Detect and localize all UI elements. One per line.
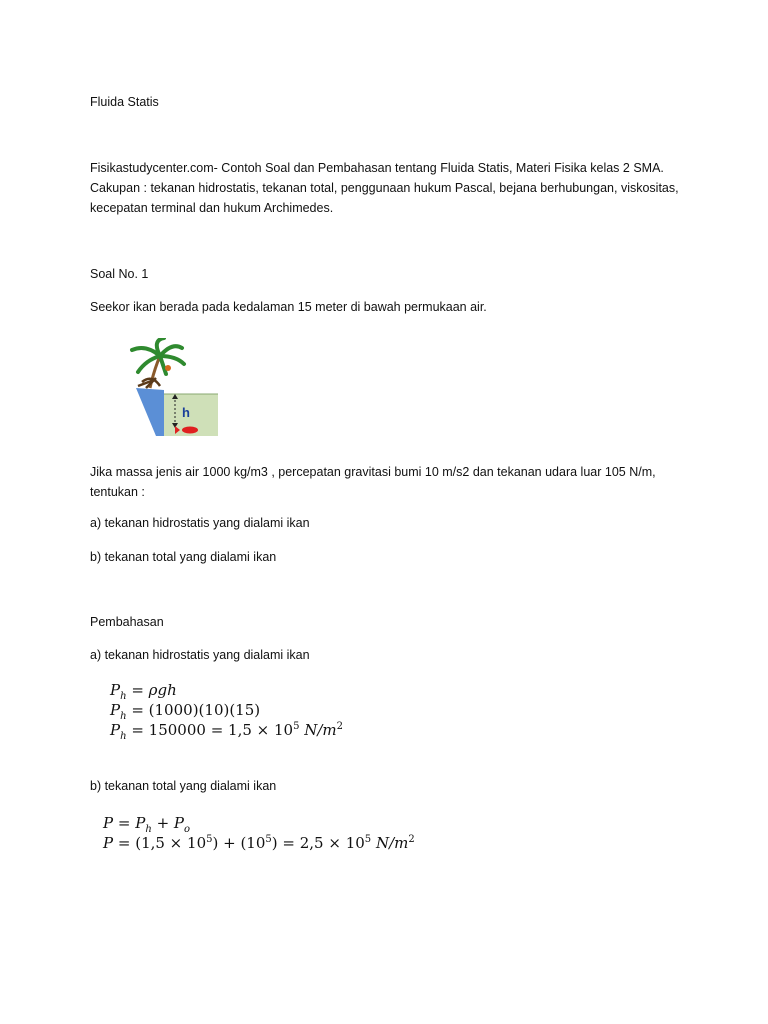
fish-depth-illustration: [124, 338, 220, 440]
palm-roots: [138, 378, 160, 388]
palm-leaves: [132, 338, 184, 374]
sloped-shore-water: [136, 388, 164, 436]
equation-b-line-2: $P = (1,5 \times 10^5) + (10^5) = 2,5 \times 10^5$ $N/m^2$: [103, 834, 415, 852]
coconut: [165, 365, 171, 371]
fish: [182, 427, 198, 434]
equation-a-line-1: $P_h = \rho gh$: [110, 681, 177, 702]
equation-a-line-2: $P_h = (1000)(10)(15)$: [110, 701, 261, 722]
answer-a-heading: a) tekanan hidrostatis yang dialami ikan: [90, 648, 310, 662]
equation-a-line-3: $P_h = 150000 = 1,5 \times 10^5$ $N/m^2$: [110, 721, 343, 742]
item-b: b) tekanan total yang dialami ikan: [90, 550, 277, 564]
answer-b-heading: b) tekanan total yang dialami ikan: [90, 779, 277, 793]
soal-heading: Soal No. 1: [90, 267, 149, 281]
equation-b-line-1: $P = P_h + P_o$: [103, 814, 191, 835]
pembahasan-heading: Pembahasan: [90, 615, 164, 629]
item-a: a) tekanan hidrostatis yang dialami ikan: [90, 516, 310, 530]
page-title: Fluida Statis: [90, 95, 159, 109]
question-paragraph: Jika massa jenis air 1000 kg/m3 , percepatan gravitasi bumi 10 m/s2 dan tekanan udara luar 105 N/m, tentukan :: [90, 465, 656, 499]
depth-label: h: [182, 405, 190, 420]
intro-paragraph: Fisikastudycenter.com- Contoh Soal dan Pembahasan tentang Fluida Statis, Materi Fisika kelas 2 SMA. Cakupan : tekanan hidrostatis, tekanan total, penggunaan hukum Pascal, bejana berhubungan, viskositas, kecepatan terminal dan hukum Archimedes.: [90, 161, 679, 215]
soal-text: Seekor ikan berada pada kedalaman 15 meter di bawah permukaan air.: [90, 300, 487, 314]
